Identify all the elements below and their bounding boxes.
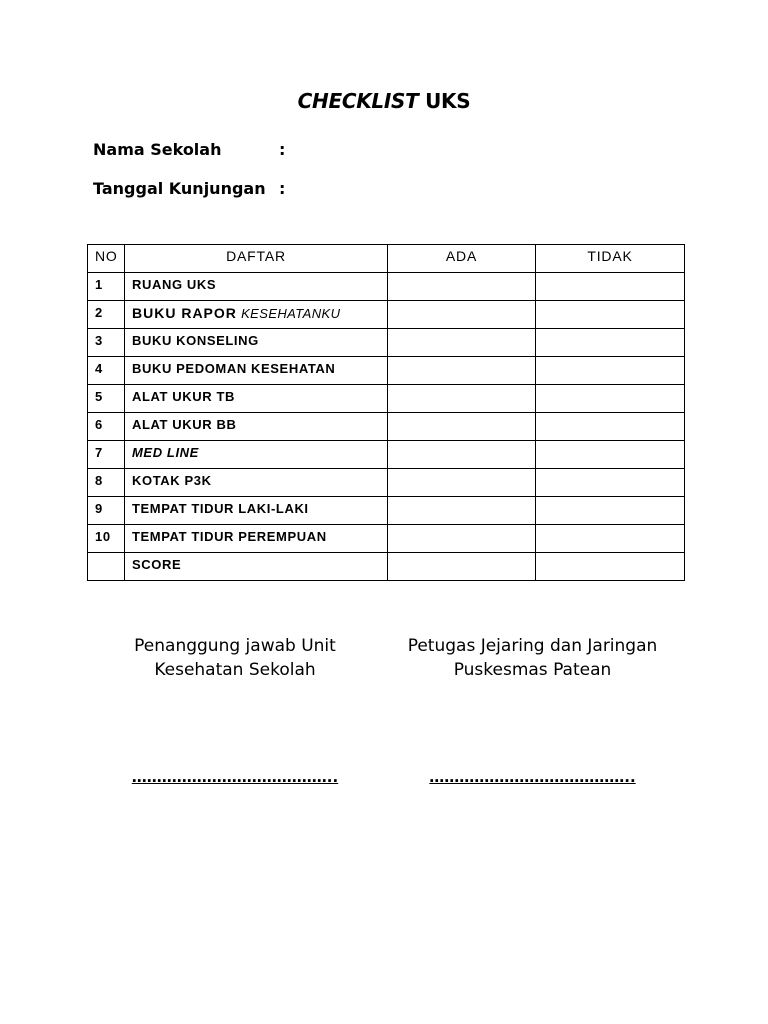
row-daftar: RUANG UKS xyxy=(125,273,388,301)
row-ada-cell[interactable] xyxy=(388,441,536,469)
row-daftar: SCORE xyxy=(125,553,388,581)
row-tidak-cell[interactable] xyxy=(536,553,685,581)
field-nama-colon: : xyxy=(279,140,286,159)
row-ada-cell[interactable] xyxy=(388,357,536,385)
header-no: NO xyxy=(88,245,125,273)
row-daftar-suffix: KESEHATANKU xyxy=(241,306,341,321)
field-nama-sekolah xyxy=(93,140,286,159)
table-row-score xyxy=(88,553,685,581)
checklist-table xyxy=(87,244,685,581)
row-tidak-cell[interactable] xyxy=(536,497,685,525)
row-tidak-cell[interactable] xyxy=(536,329,685,357)
row-no xyxy=(88,553,125,581)
row-no: 6 xyxy=(88,413,125,441)
row-daftar-main: BUKU RAPOR xyxy=(132,305,237,321)
row-ada-cell[interactable] xyxy=(388,553,536,581)
table-header-row xyxy=(88,245,685,273)
title-italic: CHECKLIST xyxy=(297,89,419,113)
signature-right-dots: ………………………………….. xyxy=(429,768,636,786)
row-tidak-cell[interactable] xyxy=(536,441,685,469)
title-rest: UKS xyxy=(425,89,471,113)
row-no: 9 xyxy=(88,497,125,525)
row-ada-cell[interactable] xyxy=(388,385,536,413)
table-row xyxy=(88,329,685,357)
row-tidak-cell[interactable] xyxy=(536,413,685,441)
table-row xyxy=(88,273,685,301)
row-tidak-cell[interactable] xyxy=(536,357,685,385)
row-no: 8 xyxy=(88,469,125,497)
field-tanggal-kunjungan xyxy=(93,179,286,198)
row-ada-cell[interactable] xyxy=(388,469,536,497)
signature-left-line1: Penanggung jawab Unit xyxy=(134,636,336,656)
row-ada-cell[interactable] xyxy=(388,273,536,301)
row-no: 5 xyxy=(88,385,125,413)
row-ada-cell[interactable] xyxy=(388,525,536,553)
signature-right xyxy=(395,634,670,789)
row-daftar: ALAT UKUR TB xyxy=(125,385,388,413)
signature-left-dots: ………………………………….. xyxy=(131,768,339,786)
signature-left xyxy=(110,634,360,789)
row-daftar: MED LINE xyxy=(125,441,388,469)
row-tidak-cell[interactable] xyxy=(536,273,685,301)
row-ada-cell[interactable] xyxy=(388,497,536,525)
field-tanggal-label: Tanggal Kunjungan xyxy=(93,179,266,198)
row-ada-cell[interactable] xyxy=(388,413,536,441)
field-tanggal-colon: : xyxy=(279,179,286,198)
row-daftar: BUKU PEDOMAN KESEHATAN xyxy=(125,357,388,385)
row-daftar: ALAT UKUR BB xyxy=(125,413,388,441)
document-title xyxy=(0,89,768,113)
table-row xyxy=(88,497,685,525)
signature-right-line2: Puskesmas Patean xyxy=(453,660,612,680)
table-row xyxy=(88,357,685,385)
header-daftar: DAFTAR xyxy=(125,245,388,273)
table-row xyxy=(88,469,685,497)
table-row xyxy=(88,301,685,329)
row-no: 7 xyxy=(88,441,125,469)
row-ada-cell[interactable] xyxy=(388,301,536,329)
row-daftar xyxy=(125,301,388,329)
row-tidak-cell[interactable] xyxy=(536,301,685,329)
row-daftar: TEMPAT TIDUR LAKI-LAKI xyxy=(125,497,388,525)
row-no: 4 xyxy=(88,357,125,385)
table-row xyxy=(88,441,685,469)
header-tidak: TIDAK xyxy=(536,245,685,273)
row-daftar: KOTAK P3K xyxy=(125,469,388,497)
table-row xyxy=(88,525,685,553)
row-tidak-cell[interactable] xyxy=(536,385,685,413)
row-ada-cell[interactable] xyxy=(388,329,536,357)
row-daftar: BUKU KONSELING xyxy=(125,329,388,357)
table-row xyxy=(88,413,685,441)
table-row xyxy=(88,385,685,413)
header-ada: ADA xyxy=(388,245,536,273)
row-daftar: TEMPAT TIDUR PEREMPUAN xyxy=(125,525,388,553)
row-no: 10 xyxy=(88,525,125,553)
signature-left-line2: Kesehatan Sekolah xyxy=(154,660,316,680)
field-nama-label: Nama Sekolah xyxy=(93,140,222,159)
row-tidak-cell[interactable] xyxy=(536,525,685,553)
row-no: 2 xyxy=(88,301,125,329)
row-no: 1 xyxy=(88,273,125,301)
signature-right-line1: Petugas Jejaring dan Jaringan xyxy=(407,636,658,656)
row-no: 3 xyxy=(88,329,125,357)
row-tidak-cell[interactable] xyxy=(536,469,685,497)
